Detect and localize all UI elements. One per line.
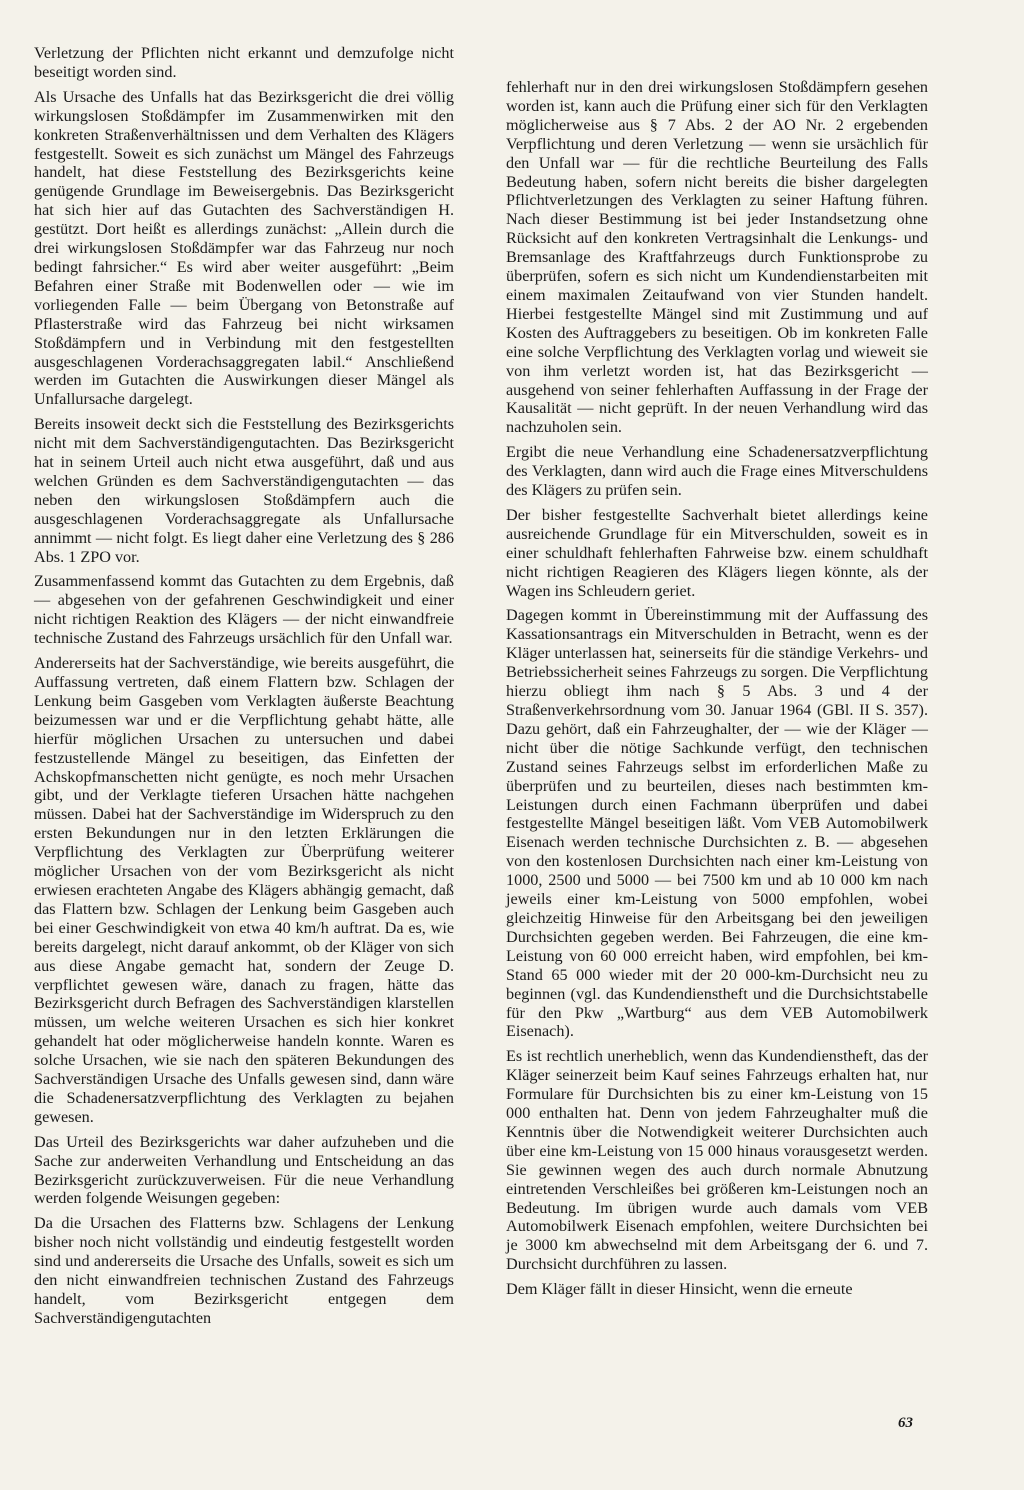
paragraph: Zusammenfassend kommt das Gutachten zu dem Ergebnis, daß — abgesehen von der gefahrenen Geschwindigkeit und einer nicht richtigen Reaktion des Klägers — der nicht einwandfreie technische Zustand des Fahrzeugs ursächlich für den Unfall war. bbox=[34, 572, 454, 648]
paragraph: Ergibt die neue Verhandlung eine Schadenersatzverpflichtung des Verklagten, dann wird auch die Frage eines Mitverschuldens des Klägers zu prüfen sein. bbox=[506, 443, 928, 500]
paragraph: Der bisher festgestellte Sachverhalt bietet allerdings keine ausreichende Grundlage für ein Mitverschulden, soweit es in einer schuldhaft fehlerhaften Fahrweise bzw. einem schuldhaft nicht richtigen Reagieren des Klägers liegen könnte, als der Wagen ins Schleudern geriet. bbox=[506, 505, 928, 600]
paragraph: Andererseits hat der Sachverständige, wie bereits ausgeführt, die Auffassung vertreten, daß einem Flattern bzw. Schlagen der Lenkung beim Gasgeben vom Verklagten äußerste Beachtung beizumessen war und er die Verpflichtung gehabt hätte, alle hierfür möglichen Ursachen zu untersuchen und dabei festzustellende Mängel zu beseitigen, das Einfetten der Achskopfmanschetten nicht genügte, es noch mehr Ursachen gibt, und der Verklagte tieferen Ursachen hätte nachgehen müssen. Dabei hat der Sachverständige im Widerspruch zu den ersten Bekundungen nur in den letzten Erklärungen die Verpflichtung des Verklagten zur Überprüfung weiterer möglicher Ursachen von der vom Bezirksgericht als nicht erwiesen erachteten Angabe des Klägers abhängig gemacht, daß das Flattern bzw. Schlagen der Lenkung beim Gasgeben auch bei einer Geschwindigkeit von etwa 40 km/h auftrat. Da es, wie bereits dargelegt, nicht darauf ankommt, ob der Kläger von sich aus diese Angabe gemacht hat, sondern der Zeuge D. verpflichtet gewesen wäre, danach zu fragen, hätte das Bezirksgericht durch Befragen des Sachverständigen klarstellen müssen, um welche weiteren Ursachen es sich hier konkret gehandelt hat oder möglicherweise handeln konnte. Waren es solche Ursachen, wie sie nach den späteren Bekundungen des Sachverständigen Ursache des Unfalls gewesen sind, dann wäre die Schadenersatzverpflichtung des Verklagten zu bejahen gewesen. bbox=[34, 654, 454, 1126]
paragraph: Verletzung der Pflichten nicht erkannt und demzufolge nicht beseitigt worden sind. bbox=[34, 44, 454, 81]
page-number: 63 bbox=[898, 1415, 913, 1431]
paragraph: Als Ursache des Unfalls hat das Bezirksgericht die drei völlig wirkungslosen Stoßdämpfer im Zusammenwirken mit den konkreten Straßenverhältnissen und dem Verhalten des Klägers festgestellt. Soweit es sich zunächst um Mängel des Fahrzeugs handelt, hat diese Feststellung des Bezirksgerichts keine genügende Grundlage im Beweisergebnis. Das Bezirksgericht hat sich hier auf das Gutachten des Sachverständigen H. gestützt. Dort heißt es allerdings zunächst: „Allein durch die drei wirkungslosen Stoßdämpfer war das Fahrzeug nur noch bedingt fahrsicher.“ Es wird aber weiter ausgeführt: „Beim Befahren einer Straße mit Bodenwellen oder — wie im vorliegenden Falle — beim Übergang von Betonstraße auf Pflasterstraße wird das Fahrzeug bei nicht wirksamen Stoßdämpfern und in Verbindung mit den festgestellten ausgeschlagenen Vorderachsaggregaten labil.“ Anschließend werden im Gutachten die Auswirkungen dieser Mängel als Unfallursache dargelegt. bbox=[34, 87, 454, 409]
paragraph: Das Urteil des Bezirksgerichts war daher aufzuheben und die Sache zur anderweiten Verhandlung und Entscheidung an das Bezirksgericht zurückzuverweisen. Für die neue Verhandlung werden folgende Weisungen gegeben: bbox=[34, 1132, 454, 1208]
paragraph: Bereits insoweit deckt sich die Feststellung des Bezirksgerichts nicht mit dem Sachverständigengutachten. Das Bezirksgericht hat in seinem Urteil auch nicht etwa ausgeführt, daß und aus welchen Gründen es dem Sachverständigengutachten — das neben den wirkungslosen Stoßdämpfern auch die ausgeschlagenen Vorderachsaggregate als Unfallursache annimmt — nicht folgt. Es liegt daher eine Verletzung des § 286 Abs. 1 ZPO vor. bbox=[34, 415, 454, 566]
left-column bbox=[34, 44, 454, 1334]
paragraph: Dagegen kommt in Übereinstimmung mit der Auffassung des Kassationsantrags ein Mitverschulden in Betracht, wenn es der Kläger unterlassen hat, seinerseits für die ständige Verkehrs- und Betriebssicherheit seines Fahrzeugs zu sorgen. Die Verpflichtung hierzu obliegt ihm nach § 5 Abs. 3 und 4 der Straßenverkehrsordnung vom 30. Januar 1964 (GBl. II S. 357). Dazu gehört, daß ein Fahrzeughalter, der — wie der Kläger — nicht über die nötige Sachkunde verfügt, den technischen Zustand seines Fahrzeugs selbst im erforderlichen Maße zu überprüfen und zu beurteilen, dieses nach bestimmten km-Leistungen durch einen Fachmann überprüfen und dabei festgestellte Mängel beseitigen läßt. Vom VEB Automobilwerk Eisenach werden technische Durchsichten z. B. — abgesehen von den kostenlosen Durchsichten nach einer km-Leistung von 1000, 2500 und 5000 — bei 7500 km und ab 10 000 km nach jeweils einer km-Leistung von 5000 empfohlen, wobei gleichzeitig Hinweise für den Arbeitsgang bei den jeweiligen Durchsichten gegeben werden. Bei Fahrzeugen, die eine km-Leistung von 60 000 erreicht haben, wird empfohlen, bei km-Stand 65 000 wieder mit der 20 000-km-Durchsicht neu zu beginnen (vgl. das Kundendienstheft und die Durchsichtstabelle für den Pkw „Wartburg“ aus dem VEB Automobilwerk Eisenach). bbox=[506, 606, 928, 1041]
paragraph: Dem Kläger fällt in dieser Hinsicht, wenn die erneute bbox=[506, 1280, 853, 1299]
paragraph: Da die Ursachen des Flatterns bzw. Schlagens der Lenkung bisher noch nicht vollständig und eindeutig festgestellt worden sind und andererseits die Ursache des Unfalls, soweit es sich um den nicht einwandfreien technischen Zustand des Fahrzeugs handelt, vom Bezirksgericht entgegen dem Sachverständigengutachten bbox=[34, 1214, 454, 1327]
paragraph: fehlerhaft nur in den drei wirkungslosen Stoßdämpfern gesehen worden ist, kann auch die Prüfung einer sich für den Verklagten möglicherweise aus § 7 Abs. 2 der AO Nr. 2 ergebenden Verpflichtung und deren Verletzung — wenn sie ursächlich für den Unfall war — für die rechtliche Beurteilung des Falls Bedeutung haben, sofern nicht bereits die bisher dargelegten Pflichtverletzungen des Verklagten zu seiner Haftung führen. Nach dieser Bestimmung ist bei jeder Instandsetzung ohne Rücksicht auf den konkreten Vertragsinhalt die Lenkungs- und Bremsanlage des Kraftfahrzeugs durch Funktionsprobe zu überprüfen, sofern es sich nicht um Kundendienstarbeiten mit einem maximalen Zeitaufwand von vier Stunden handelt. Hierbei festgestellte Mängel sind mit Zustimmung und auf Kosten des Auftraggebers zu beseitigen. Ob im konkreten Falle eine solche Verpflichtung des Verklagten vorlag und wieweit sie von ihm verletzt worden ist, hat das Bezirksgericht — ausgehend von seiner fehlerhaften Auffassung in der Frage der Kausalität — nicht geprüft. In der neuen Verhandlung wird das nachzuholen sein. bbox=[506, 78, 928, 437]
right-column bbox=[506, 78, 928, 1305]
paragraph: Es ist rechtlich unerheblich, wenn das Kundendienstheft, das der Kläger seinerzeit beim Kauf seines Fahrzeugs erhalten hat, nur Formulare für Durchsichten bis zu einer km-Leistung von 15 000 enthalten hat. Denn von jedem Fahrzeughalter muß die Kenntnis über die Notwendigkeit weiterer Durchsichten auch über eine km-Leistung von 15 000 hinaus vorausgesetzt werden. Sie gewinnen wegen des auch durch normale Abnutzung eintretenden Verschleißes bei größeren km-Leistungen noch an Bedeutung. Im übrigen wurde auch damals vom VEB Automobilwerk Eisenach empfohlen, weitere Durchsichten bei je 3000 km abwechselnd mit dem Arbeitsgang der 6. und 7. Durchsicht durchführen zu lassen. bbox=[506, 1047, 928, 1274]
